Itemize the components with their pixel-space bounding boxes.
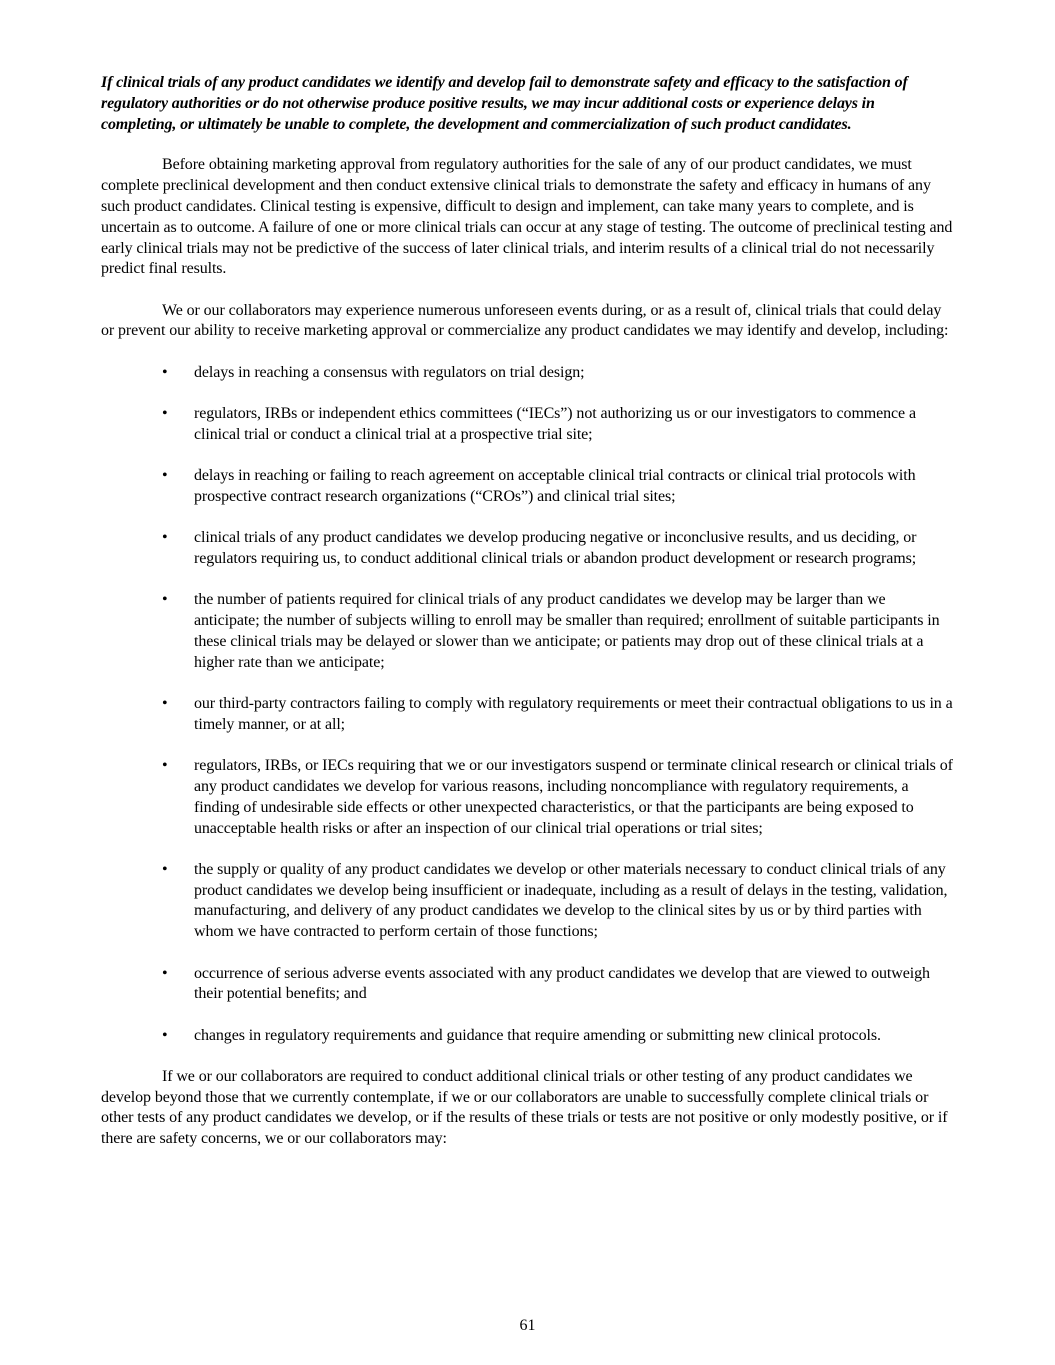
document-page bbox=[101, 73, 953, 1171]
list-item bbox=[101, 964, 953, 1006]
list-item-text: regulators, IRBs, or IECs requiring that we or our investigators suspend or terminate clinical research or clinical trials of any product candidates we develop for various reasons, including noncompliance with regulatory requirements, a finding of undesirable side effects or other unexpected characteristics, or that the participants are being exposed to unacceptable health risks or after an inspection of our clinical trial operations or trial sites; bbox=[194, 757, 953, 837]
list-item-text: clinical trials of any product candidates we develop producing negative or inconclusive results, and us deciding, or regulators requiring us, to conduct additional clinical trials or abandon product development or research programs; bbox=[194, 529, 917, 568]
list-item-text: delays in reaching or failing to reach agreement on acceptable clinical trial contracts or clinical trial protocols with prospective contract research organizations (“CROs”) and clinical trial sites; bbox=[194, 467, 916, 505]
bullet-icon: • bbox=[162, 467, 168, 485]
list-item bbox=[101, 860, 953, 943]
bullet-icon: • bbox=[162, 529, 168, 547]
list-item bbox=[101, 528, 953, 570]
list-item bbox=[101, 466, 953, 508]
body-paragraph: We or our collaborators may experience numerous unforeseen events during, or as a result of, clinical trials that could delay or prevent our ability to receive marketing approval or commercialize any product candidates we may identify and develop, including: bbox=[101, 301, 949, 340]
closing-paragraph: If we or our collaborators are required to conduct additional clinical trials or other testing of any product candidates we develop beyond those that we currently contemplate, if we or our collaborators are unable to successfully complete clinical trials or other tests of any product candidates we develop, or if the results of these trials or tests are not positive or only modestly positive, or if there are safety concerns, we or our collaborators may: bbox=[101, 1067, 948, 1148]
bullet-icon: • bbox=[162, 1026, 168, 1044]
bullet-icon: • bbox=[162, 757, 168, 775]
bullet-icon: • bbox=[162, 695, 168, 713]
list-item-text: regulators, IRBs or independent ethics committees (“IECs”) not authorizing us or our investigators to commence a clinical trial or conduct a clinical trial at a prospective trial site; bbox=[194, 405, 916, 443]
bullet-icon: • bbox=[162, 964, 168, 982]
list-item-text: changes in regulatory requirements and guidance that require amending or submitting new clinical protocols. bbox=[194, 1026, 881, 1044]
list-item-text: the number of patients required for clinical trials of any product candidates we develop may be larger than we anticipate; the number of subjects willing to enroll may be smaller than required; enrollment of suitable participants in these clinical trials may be delayed or slower than we anticipate; or patients may drop out of these clinical trials at a higher rate than we anticipate; bbox=[194, 591, 940, 671]
list-item bbox=[101, 694, 953, 736]
bullet-icon: • bbox=[162, 860, 168, 878]
list-item bbox=[101, 1026, 953, 1047]
page-number: 61 bbox=[519, 1317, 536, 1334]
bullet-icon: • bbox=[162, 363, 168, 381]
risk-factor-heading: If clinical trials of any product candidates we identify and develop fail to demonstrate safety and efficacy to the satisfaction of regulatory authorities or do not otherwise produce positive results, we may incur additional costs or experience delays in completing, or ultimately be unable to complete, the development and commercialization of such product candidates. bbox=[101, 74, 908, 133]
list-item bbox=[101, 404, 953, 446]
list-item bbox=[101, 756, 953, 839]
body-paragraph: Before obtaining marketing approval from regulatory authorities for the sale of any of our product candidates, we must complete preclinical development and then conduct extensive clinical trials to demonstrate the safety and efficacy in humans of any such product candidates. Clinical testing is expensive, difficult to design and implement, can take many years to complete, and is uncertain as to outcome. A failure of one or more clinical trials can occur at any stage of testing. The outcome of preclinical testing and early clinical trials may not be predictive of the success of later clinical trials, and interim results of a clinical trial do not necessarily predict final results. bbox=[101, 156, 953, 278]
list-item-text: our third-party contractors failing to comply with regulatory requirements or meet their contractual obligations to us in a timely manner, or at all; bbox=[194, 695, 953, 733]
list-item-text: the supply or quality of any product candidates we develop or other materials necessary to conduct clinical trials of any product candidates we develop being insufficient or inadequate, including as a result of delays in the testing, validation, manufacturing, and delivery of any product candidates we develop to the clinical sites by us or by third parties with whom we have contracted to perform certain of those functions; bbox=[194, 860, 948, 941]
list-item-text: occurrence of serious adverse events associated with any product candidates we develop that are viewed to outweigh their potential benefits; and bbox=[194, 964, 930, 1003]
bullet-icon: • bbox=[162, 405, 168, 423]
list-item bbox=[101, 590, 953, 673]
bullet-list bbox=[101, 363, 953, 1047]
list-item bbox=[101, 363, 953, 384]
bullet-icon: • bbox=[162, 591, 168, 609]
list-item-text: delays in reaching a consensus with regulators on trial design; bbox=[194, 363, 585, 381]
